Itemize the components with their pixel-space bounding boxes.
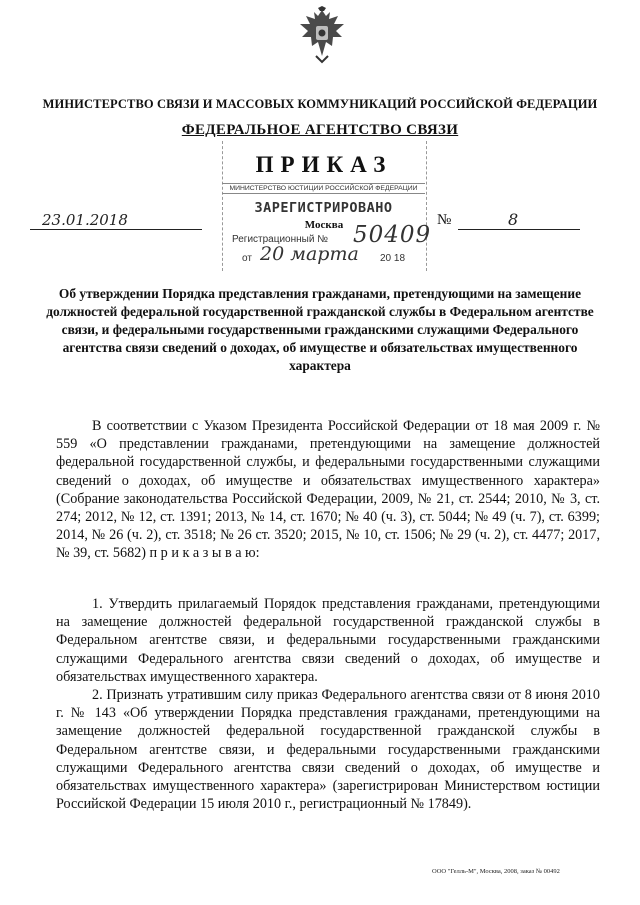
preamble-paragraph: В соответствии с Указом Президента Российской Федерации от 18 мая 2009 г. № 559 «О представлении гражданами, претендующими на замещение должностей федеральной государственной службы, и федеральными государственными служащими сведений о доходах, об имуществе и обязательствах имущественного характера» (Собрание законодательства Российской Федерации, 2009, № 21, ст. 2544; 2010, № 3, ст. 274; 2012, № 12, ст. 1391; 2013, № 14, ст. 1670; № 40 (ч. 3), ст. 5044; № 49 (ч. 7), ст. 6399; 2014, № 26 (ч. 2), ст. 3518; № 26 ст. 3520; 2015, № 10, ст. 1506; № 29 (ч. 2), ст. 4477; 2017, № 39, ст. 5682) п р и к а з ы в а ю:	[56, 418, 600, 562]
order-date-handwritten: 23.01.2018	[30, 211, 202, 230]
stamp-reg-number: 50409	[353, 222, 432, 248]
coat-of-arms-emblem-icon	[296, 6, 348, 64]
printer-imprint: ООО "Гелль-М", Москва, 2008, заказ № 00492	[432, 868, 560, 875]
item-2-paragraph: 2. Признать утратившим силу приказ Федерального агентства связи от 8 июня 2010 г. № 143 «Об утверждении Порядка представления гражданами, претендующими на замещение должностей федеральной государственной гражданской службы в Федеральном агентстве связи, и федеральными государственными гражданскими служащими Федерального агентства связи сведений о доходах, об имуществе и обязательствах имущественного характера» (зарегистрирован Министерством юстиции Российской Федерации 15 июля 2010 г., регистрационный № 17849).	[56, 687, 600, 813]
ministry-name: МИНИСТЕРСТВО СВЯЗИ И МАССОВЫХ КОММУНИКАЦИЙ РОССИЙСКОЙ ФЕДЕРАЦИИ	[42, 97, 598, 111]
item-1-paragraph: 1. Утвердить прилагаемый Порядок представления гражданами, претендующими на замещение должностей федеральной государственной гражданской службы в Федеральном агентстве связи, и федеральными государственными гражданскими служащими Федерального агентства связи сведений о доходах, об имуществе и обязательствах имущественного характера.	[56, 596, 600, 685]
order-number-label: №	[437, 212, 452, 228]
agency-name: ФЕДЕРАЛЬНОЕ АГЕНТСТВО СВЯЗИ	[181, 122, 459, 138]
stamp-date: 20 марта	[260, 243, 359, 265]
stamp-reg-number-label: Регистрационный №	[232, 234, 328, 245]
stamp-registered-label: ЗАРЕГИСТРИРОВАНО	[254, 200, 393, 216]
stamp-date-prefix: от	[242, 253, 252, 264]
stamp-organization: МИНИСТЕРСТВО ЮСТИЦИИ РОССИЙСКОЙ ФЕДЕРАЦИИ	[222, 183, 425, 194]
stamp-year: 20 18	[380, 253, 406, 264]
order-number-line	[458, 229, 580, 230]
document-type: ПРИКАЗ	[255, 152, 393, 177]
order-number-handwritten: 8	[508, 210, 519, 229]
document-place: Москва	[304, 219, 344, 231]
order-title: Об утверждении Порядка представления гражданами, претендующими на замещение должностей федеральной государственной гражданской службы в Федеральном агентстве связи, и федеральными государственными гражданскими служащими Федерального агентства связи сведений о доходах, об имуществе и обязательствах имущественного характера	[46, 286, 594, 373]
